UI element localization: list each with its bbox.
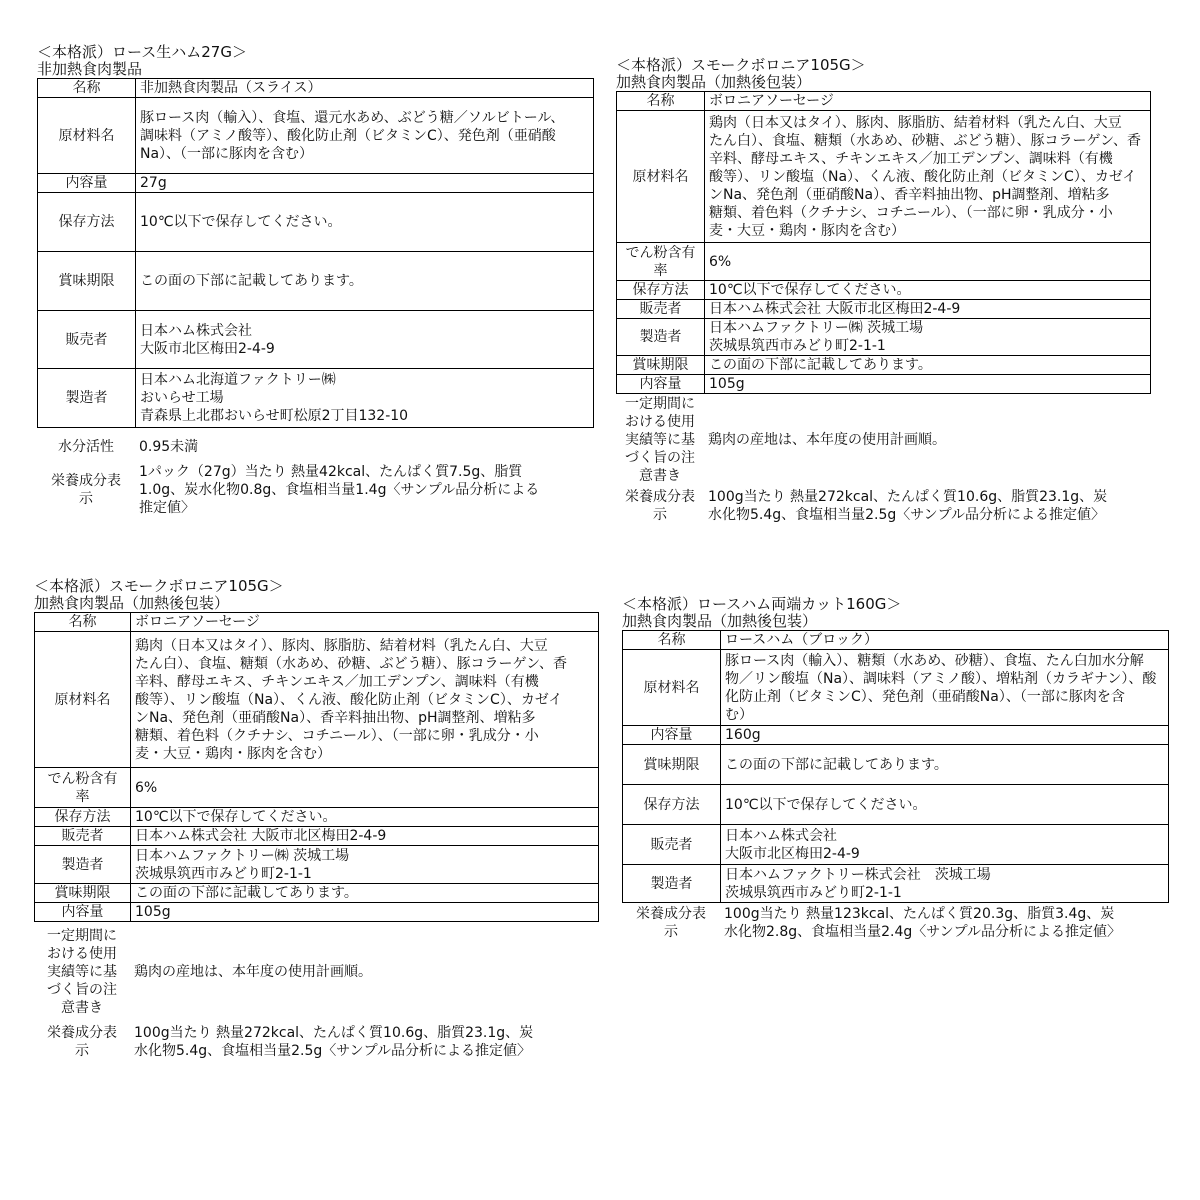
extra-info xyxy=(622,903,1168,943)
table-row xyxy=(617,111,1151,243)
extra-info xyxy=(37,432,593,518)
row-label: 水分活性 xyxy=(58,439,114,455)
row-label: 製造者 xyxy=(623,865,721,903)
row-value: 160g xyxy=(721,726,1169,745)
table-row xyxy=(623,785,1169,825)
table-row xyxy=(616,394,1150,486)
row-label: 一定期間に おける使用 実績等に基 づく旨の注 意書き xyxy=(47,928,117,1016)
table-row xyxy=(38,193,594,252)
row-label: 賞味期限 xyxy=(38,252,136,311)
row-value: 105g xyxy=(705,375,1151,394)
row-label: でん粉含有 率 xyxy=(617,243,705,281)
row-label: 賞味期限 xyxy=(623,745,721,785)
row-label: 栄養成分表 示 xyxy=(47,1025,117,1059)
row-label: 栄養成分表 示 xyxy=(625,489,695,523)
row-value: 10℃以下で保存してください。 xyxy=(705,281,1151,300)
label-table xyxy=(37,78,594,428)
row-value: 鶏肉（日本又はタイ）、豚肉、豚脂肪、結着材料（乳たん白、大豆 たん白）、食塩、糖類（水あめ、砂糖、ぶどう糖）、豚コラーゲン、香 辛料、酵母エキス、チキンエキス／加工デンプン、調味料（有機 酸等）、リン酸塩（Na）、くん液、酸化防止剤（ビタミンC）、カゼイ ンNa、発色剤（亜硝酸Na）、香辛料抽出物、pH調整剤、増粘多 糖類、着色料（クチナシ、コチニール）、（一部に卵・乳成分・小 麦・大豆・鶏肉・豚肉を含む） xyxy=(131,632,599,768)
row-label: 原材料名 xyxy=(38,98,136,174)
row-label: 販売者 xyxy=(35,827,131,846)
row-label: 栄養成分表 示 xyxy=(636,906,706,940)
row-label: 販売者 xyxy=(623,825,721,865)
product-title: ＜本格派）スモークボロニア105G＞ xyxy=(34,577,284,595)
row-value: ボロニアソーセージ xyxy=(705,92,1151,111)
extra-info xyxy=(616,394,1150,526)
row-value: この面の下部に記載してあります。 xyxy=(721,745,1169,785)
row-label: 賞味期限 xyxy=(35,884,131,903)
row-value: 6% xyxy=(131,768,599,808)
row-label: 名称 xyxy=(38,79,136,98)
table-row xyxy=(617,92,1151,111)
table-row xyxy=(617,281,1151,300)
row-value: 105g xyxy=(131,903,599,922)
product-category: 非加熱食肉製品 xyxy=(37,60,143,78)
row-value: 日本ハム株式会社 大阪市北区梅田2-4-9 xyxy=(131,827,599,846)
table-row xyxy=(38,79,594,98)
table-row xyxy=(623,865,1169,903)
row-value: 鶏肉（日本又はタイ）、豚肉、豚脂肪、結着材料（乳たん白、大豆 たん白）、食塩、糖類（水あめ、砂糖、ぶどう糖）、豚コラーゲン、香 辛料、酵母エキス、チキンエキス／加工デンプン、調味料（有機 酸等）、リン酸塩（Na）、くん液、酸化防止剤（ビタミンC）、カゼイ ンNa、発色剤（亜硝酸Na）、香辛料抽出物、pH調整剤、増粘多 糖類、着色料（クチナシ、コチニール）、（一部に卵・乳成分・小 麦・大豆・鶏肉・豚肉を含む） xyxy=(705,111,1151,243)
table-row xyxy=(34,922,598,1022)
row-value: この面の下部に記載してあります。 xyxy=(705,356,1151,375)
row-value: 非加熱食肉製品（スライス） xyxy=(136,79,594,98)
product-title: ＜本格派）ロース生ハム27G＞ xyxy=(37,43,247,61)
row-value: 豚ロース肉（輸入）、糖類（水あめ、砂糖）、食塩、たん白加水分解 物／リン酸塩（Na）、調味料（アミノ酸）、増粘剤（カラギナン）、酸 化防止剤（ビタミンC）、発色剤（亜硝酸Na）、（一部に豚肉を含 む） xyxy=(721,650,1169,726)
table-row xyxy=(623,745,1169,785)
table-row xyxy=(623,631,1169,650)
table-row xyxy=(617,300,1151,319)
row-label: 名称 xyxy=(617,92,705,111)
row-label: 原材料名 xyxy=(623,650,721,726)
row-label: でん粉含有 率 xyxy=(35,768,131,808)
row-label: 賞味期限 xyxy=(617,356,705,375)
row-value: 豚ロース肉（輸入）、食塩、還元水あめ、ぶどう糖／ソルビトール、 調味料（アミノ酸等）、酸化防止剤（ビタミンC）、発色剤（亜硝酸 Na）、（一部に豚肉を含む） xyxy=(136,98,594,174)
row-value: 0.95未満 xyxy=(139,439,199,455)
row-label: 名称 xyxy=(623,631,721,650)
product-category: 加熱食肉製品（加熱後包装） xyxy=(616,73,812,91)
row-value: この面の下部に記載してあります。 xyxy=(131,884,599,903)
row-value: 鶏肉の産地は、本年度の使用計画順。 xyxy=(708,432,946,448)
table-row xyxy=(38,311,594,369)
label-table xyxy=(622,630,1169,903)
row-label: 保存方法 xyxy=(35,808,131,827)
row-label: 販売者 xyxy=(617,300,705,319)
table-row xyxy=(35,846,599,884)
row-value: 100g当たり 熱量272kcal、たんぱく質10.6g、脂質23.1g、炭 水化物5.4g、食塩相当量2.5g〈サンプル品分析による推定値〉 xyxy=(134,1025,534,1059)
row-label: 内容量 xyxy=(617,375,705,394)
product-category: 加熱食肉製品（加熱後包装） xyxy=(622,612,818,630)
table-row xyxy=(623,650,1169,726)
row-label: 内容量 xyxy=(623,726,721,745)
table-row xyxy=(38,369,594,428)
label-panel-smoked-bologna xyxy=(616,57,1151,526)
row-value: 10℃以下で保存してください。 xyxy=(131,808,599,827)
product-title: ＜本格派）ロースハム両端カット160G＞ xyxy=(622,595,902,613)
row-value: 6% xyxy=(705,243,1151,281)
table-row xyxy=(37,432,593,462)
table-row xyxy=(617,356,1151,375)
table-row xyxy=(38,174,594,193)
table-row xyxy=(38,252,594,311)
row-value: 日本ハム株式会社 大阪市北区梅田2-4-9 xyxy=(721,825,1169,865)
row-value: この面の下部に記載してあります。 xyxy=(136,252,594,311)
table-row xyxy=(35,827,599,846)
table-row xyxy=(38,98,594,174)
row-label: 内容量 xyxy=(35,903,131,922)
table-row xyxy=(623,726,1169,745)
row-label: 一定期間に おける使用 実績等に基 づく旨の注 意書き xyxy=(625,396,695,484)
row-label: 製造者 xyxy=(617,319,705,356)
label-panel-roast-ham xyxy=(622,596,1169,943)
table-row xyxy=(35,903,599,922)
table-row xyxy=(35,632,599,768)
label-table xyxy=(616,91,1151,394)
row-value: ボロニアソーセージ xyxy=(131,613,599,632)
row-label: 原材料名 xyxy=(617,111,705,243)
row-value: 10℃以下で保存してください。 xyxy=(721,785,1169,825)
table-row xyxy=(37,462,593,518)
row-value: 日本ハムファクトリー㈱ 茨城工場 茨城県筑西市みどり町2-1-1 xyxy=(131,846,599,884)
table-row xyxy=(35,768,599,808)
row-label: 製造者 xyxy=(35,846,131,884)
row-value: 27g xyxy=(136,174,594,193)
row-label: 販売者 xyxy=(38,311,136,369)
row-value: 10℃以下で保存してください。 xyxy=(136,193,594,252)
label-panel-smoked-bologna-copy xyxy=(34,578,599,1062)
extra-info xyxy=(34,922,598,1062)
row-value: 鶏肉の産地は、本年度の使用計画順。 xyxy=(134,964,372,980)
row-value: 100g当たり 熱量272kcal、たんぱく質10.6g、脂質23.1g、炭 水化物5.4g、食塩相当量2.5g〈サンプル品分析による推定値〉 xyxy=(708,489,1108,523)
row-value: 日本ハム株式会社 大阪市北区梅田2-4-9 xyxy=(136,311,594,369)
row-value: ロースハム（ブロック） xyxy=(721,631,1169,650)
table-row xyxy=(35,613,599,632)
table-row xyxy=(35,808,599,827)
table-row xyxy=(35,884,599,903)
row-label: 製造者 xyxy=(38,369,136,428)
row-value: 日本ハムファクトリー㈱ 茨城工場 茨城県筑西市みどり町2-1-1 xyxy=(705,319,1151,356)
table-row xyxy=(622,903,1168,943)
table-row xyxy=(617,319,1151,356)
row-label: 保存方法 xyxy=(623,785,721,825)
table-row xyxy=(617,243,1151,281)
product-category: 加熱食肉製品（加熱後包装） xyxy=(34,594,230,612)
product-title: ＜本格派）スモークボロニア105G＞ xyxy=(616,56,866,74)
row-label: 栄養成分表 示 xyxy=(51,473,121,507)
row-value: 1パック（27g）当たり 熱量42kcal、たんぱく質7.5g、脂質 1.0g、炭水化物0.8g、食塩相当量1.4g〈サンプル品分析による 推定値〉 xyxy=(139,464,540,516)
row-label: 原材料名 xyxy=(35,632,131,768)
row-value: 日本ハムファクトリー株式会社 茨城工場 茨城県筑西市みどり町2-1-1 xyxy=(721,865,1169,903)
label-panel-roast-prosciutto xyxy=(37,44,594,518)
row-label: 内容量 xyxy=(38,174,136,193)
table-row xyxy=(617,375,1151,394)
row-label: 名称 xyxy=(35,613,131,632)
table-row xyxy=(616,486,1150,526)
row-label: 保存方法 xyxy=(617,281,705,300)
table-row xyxy=(623,825,1169,865)
row-label: 保存方法 xyxy=(38,193,136,252)
label-table xyxy=(34,612,599,922)
row-value: 日本ハム北海道ファクトリー㈱ おいらせ工場 青森県上北郡おいらせ町松原2丁目132-10 xyxy=(136,369,594,428)
row-value: 100g当たり 熱量123kcal、たんぱく質20.3g、脂質3.4g、炭 水化物2.8g、食塩相当量2.4g〈サンプル品分析による推定値〉 xyxy=(724,906,1122,940)
row-value: 日本ハム株式会社 大阪市北区梅田2-4-9 xyxy=(705,300,1151,319)
table-row xyxy=(34,1022,598,1062)
